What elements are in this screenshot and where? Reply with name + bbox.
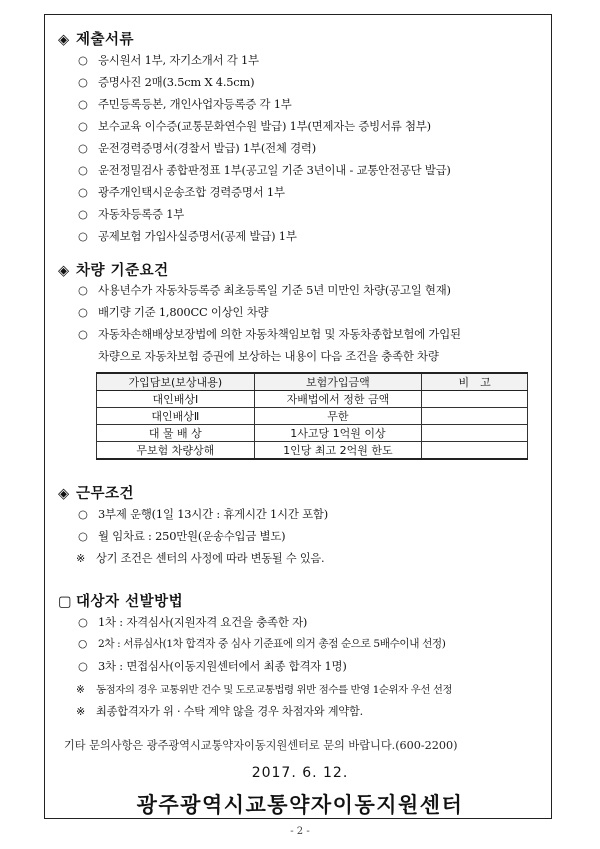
doc-item: ○ 광주개인택시운송조합 경력증명서 1부: [78, 185, 285, 199]
square-marker-icon: ▢: [58, 594, 73, 610]
section-title-work-conditions: ◈ 근무조건: [58, 486, 135, 502]
circle-bullet-icon: ○: [78, 163, 88, 177]
circle-bullet-icon: ○: [78, 659, 88, 673]
note-mark-icon: ※: [76, 705, 86, 718]
note-mark-icon: ※: [76, 552, 86, 565]
table-cell: 대 물 배 상: [97, 425, 255, 442]
work-item: ○ 3부제 운행(1일 13시간 : 휴게시간 1시간 포함): [78, 507, 328, 521]
doc-item: ○ 운전정밀검사 종합판정표 1부(공고일 기준 3년이내 - 교통안전공단 발급): [78, 163, 451, 177]
work-note: ※ 상기 조건은 센터의 사정에 따라 변동될 수 있음.: [76, 552, 325, 565]
section-title-documents: ◈ 제출서류: [58, 32, 135, 48]
circle-bullet-icon: ○: [78, 185, 88, 199]
circle-bullet-icon: ○: [78, 529, 88, 543]
doc-item: ○ 응시원서 1부, 자기소개서 각 1부: [78, 53, 259, 67]
table-cell: 1사고당 1억원 이상: [254, 425, 422, 442]
circle-bullet-icon: ○: [78, 327, 88, 341]
section-title-vehicle: ◈ 차량 기준요건: [58, 263, 169, 279]
circle-bullet-icon: ○: [78, 207, 88, 221]
table-row: [97, 425, 528, 442]
vehicle-item: ○ 배기량 기준 1,800CC 이상인 차량: [78, 305, 269, 319]
table-cell: 무보험 차량상해: [97, 442, 255, 460]
vehicle-item: ○ 자동차손해배상보장법에 의한 자동차책임보험 및 자동차종합보험에 가입된: [78, 327, 461, 341]
diamond-marker-icon: ◈: [58, 486, 70, 502]
circle-bullet-icon: ○: [78, 53, 88, 67]
table-header: 보험가입금액: [254, 373, 422, 391]
diamond-marker-icon: ◈: [58, 263, 70, 279]
table-cell: 대인배상Ⅰ: [97, 391, 255, 408]
table-cell: 1인당 최고 2억원 한도: [254, 442, 422, 460]
diamond-marker-icon: ◈: [58, 32, 70, 48]
table-cell: [422, 391, 528, 408]
table-cell: 대인배상Ⅱ: [97, 408, 255, 425]
note-mark-icon: ※: [76, 684, 85, 696]
circle-bullet-icon: ○: [78, 305, 88, 319]
circle-bullet-icon: ○: [78, 615, 88, 629]
circle-bullet-icon: ○: [78, 638, 87, 650]
doc-item: ○ 증명사진 2매(3.5cm X 4.5cm): [78, 75, 255, 89]
doc-item: ○ 주민등록등본, 개인사업자등록증 각 1부: [78, 97, 292, 111]
circle-bullet-icon: ○: [78, 507, 88, 521]
doc-item: ○ 공제보험 가입사실증명서(공제 발급) 1부: [78, 229, 297, 243]
circle-bullet-icon: ○: [78, 283, 88, 297]
document-date: 2017. 6. 12.: [251, 765, 349, 781]
selection-item: ○ 2차 : 서류심사(1차 합격자 중 심사 기준표에 의거 총점 순으로 5배수이내 선정): [78, 638, 446, 650]
section-title-selection: ▢ 대상자 선발방법: [58, 594, 184, 610]
table-header: 가입담보(보상내용): [97, 373, 255, 391]
table-cell: 무한: [254, 408, 422, 425]
table-row: [97, 408, 528, 425]
table-row: [97, 442, 528, 460]
table-header-row: [97, 373, 528, 391]
circle-bullet-icon: ○: [78, 119, 88, 133]
selection-note: ※ 동점자의 경우 교통위반 건수 및 도로교통법령 위반 점수를 반영 1순위자 우선 선정: [76, 684, 453, 696]
circle-bullet-icon: ○: [78, 75, 88, 89]
vehicle-item-continued: 차량으로 자동차보험 증권에 보상하는 내용이 다음 조건을 충족한 차량: [98, 349, 439, 363]
doc-item: ○ 운전경력증명서(경찰서 발급) 1부(전체 경력): [78, 141, 316, 155]
table-cell: [422, 425, 528, 442]
insurance-table: [96, 372, 528, 460]
vehicle-item: ○ 사용년수가 자동차등록증 최초등록일 기준 5년 미만인 차량(공고일 현재): [78, 283, 451, 297]
table-cell: 자배법에서 정한 금액: [254, 391, 422, 408]
organization-name: 광주광역시교통약자이동지원센터: [136, 793, 464, 817]
selection-item: ○ 3차 : 면접심사(이동지원센터에서 최종 합격자 1명): [78, 659, 347, 673]
page-number: - 2 -: [290, 826, 310, 837]
table-cell: [422, 408, 528, 425]
table-header: 비 고: [422, 373, 528, 391]
circle-bullet-icon: ○: [78, 229, 88, 243]
doc-item: ○ 보수교육 이수증(교통문화연수원 발급) 1부(면제자는 증빙서류 첨부): [78, 119, 431, 133]
selection-item: ○ 1차 : 자격심사(지원자격 요건을 충족한 자): [78, 615, 308, 629]
circle-bullet-icon: ○: [78, 97, 88, 111]
selection-note: ※ 최종합격자가 위 · 수탁 계약 않을 경우 차점자와 계약함.: [76, 705, 363, 718]
table-cell: [422, 442, 528, 460]
circle-bullet-icon: ○: [78, 141, 88, 155]
doc-item: ○ 자동차등록증 1부: [78, 207, 185, 221]
work-item: ○ 월 임차료 : 250만원(운송수입금 별도): [78, 529, 286, 543]
contact-info: 기타 문의사항은 광주광역시교통약자이동지원센터로 문의 바랍니다.(600-2200): [64, 739, 458, 752]
table-row: [97, 391, 528, 408]
